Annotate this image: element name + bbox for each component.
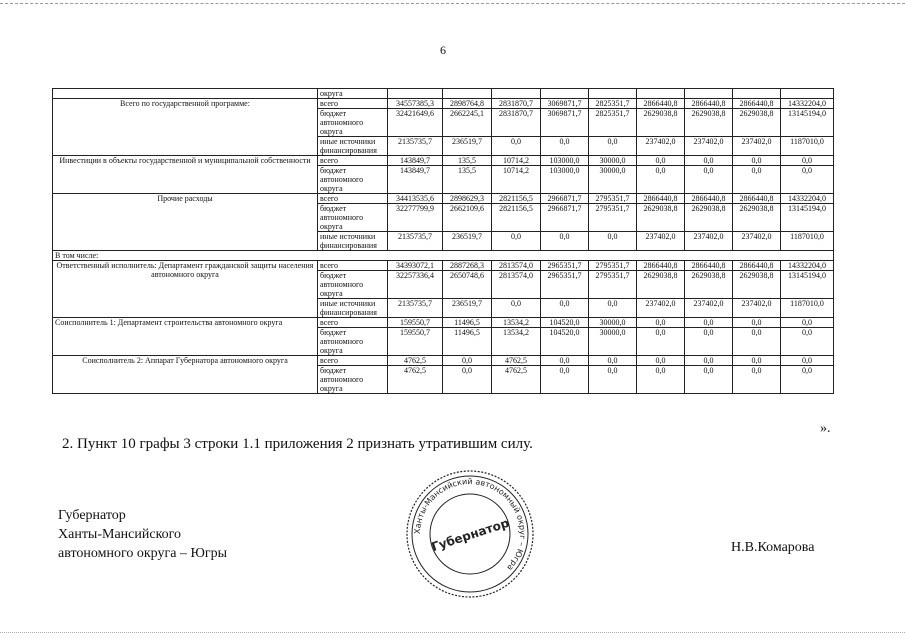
value-cell: 2821156,5 <box>492 194 541 204</box>
value-cell: 0,0 <box>492 299 541 318</box>
value-cell: 135,5 <box>443 156 492 166</box>
value-cell: 32277799,9 <box>388 204 443 232</box>
value-cell: 0,0 <box>781 328 834 356</box>
value-cell: 30000,0 <box>589 156 637 166</box>
value-cell: 237402,0 <box>685 232 733 251</box>
value-cell: 0,0 <box>685 356 733 366</box>
table-row <box>53 261 834 271</box>
value-cell: 236519,7 <box>443 299 492 318</box>
value-cell: 4762,5 <box>388 356 443 366</box>
value-cell: 0,0 <box>443 356 492 366</box>
value-cell: 0,0 <box>685 366 733 394</box>
table-row <box>53 99 834 109</box>
value-cell: 3069871,7 <box>541 99 589 109</box>
continuation-label: округа <box>318 89 388 99</box>
value-cell: 0,0 <box>492 232 541 251</box>
value-cell: 237402,0 <box>637 299 685 318</box>
row-group-label: Всего по государственной программе: <box>53 99 318 156</box>
value-cell: 2887268,3 <box>443 261 492 271</box>
value-cell: 2965351,7 <box>541 261 589 271</box>
value-cell: 2662109,6 <box>443 204 492 232</box>
value-cell: 0,0 <box>541 299 589 318</box>
value-cell: 11496,5 <box>443 318 492 328</box>
value-cell: 0,0 <box>589 366 637 394</box>
table-cell <box>589 89 637 99</box>
value-cell: 0,0 <box>637 318 685 328</box>
value-cell: 34413535,6 <box>388 194 443 204</box>
value-cell: 14332204,0 <box>781 261 834 271</box>
value-cell: 13145194,0 <box>781 204 834 232</box>
value-cell: 2662245,1 <box>443 109 492 137</box>
top-divider-line <box>0 3 905 4</box>
value-cell: 2795351,7 <box>589 194 637 204</box>
table-cell <box>443 89 492 99</box>
value-cell: 2795351,7 <box>589 261 637 271</box>
funding-source-label: всего <box>318 156 388 166</box>
value-cell: 237402,0 <box>637 137 685 156</box>
value-cell: 0,0 <box>733 318 781 328</box>
value-cell: 104520,0 <box>541 318 589 328</box>
value-cell: 2629038,8 <box>685 271 733 299</box>
value-cell: 4762,5 <box>492 366 541 394</box>
value-cell: 0,0 <box>781 356 834 366</box>
value-cell: 32421649,6 <box>388 109 443 137</box>
funding-source-label: иные источники финансирования <box>318 232 388 251</box>
value-cell: 0,0 <box>781 366 834 394</box>
table-row <box>53 89 834 99</box>
value-cell: 10714,2 <box>492 166 541 194</box>
value-cell: 2825351,7 <box>589 99 637 109</box>
table-row <box>53 194 834 204</box>
signature-title-line-1: Губернатор <box>58 508 126 523</box>
value-cell: 237402,0 <box>685 299 733 318</box>
value-cell: 135,5 <box>443 166 492 194</box>
value-cell: 2629038,8 <box>637 271 685 299</box>
value-cell: 2866440,8 <box>733 261 781 271</box>
table-row <box>53 356 834 366</box>
value-cell: 2866440,8 <box>637 194 685 204</box>
value-cell: 0,0 <box>541 232 589 251</box>
value-cell: 0,0 <box>637 366 685 394</box>
seal-graphic <box>404 468 536 600</box>
value-cell: 2965351,7 <box>541 271 589 299</box>
value-cell: 2866440,8 <box>637 99 685 109</box>
value-cell: 0,0 <box>541 137 589 156</box>
value-cell: 143849,7 <box>388 166 443 194</box>
value-cell: 2966871,7 <box>541 204 589 232</box>
funding-source-label: бюджет автономного округа <box>318 271 388 299</box>
value-cell: 4762,5 <box>388 366 443 394</box>
amendment-paragraph: 2. Пункт 10 графы 3 строки 1.1 приложения 2 признать утратившим силу. <box>62 436 533 452</box>
signature-title-line-2: Ханты-Мансийского <box>58 527 182 542</box>
value-cell: 2629038,8 <box>733 109 781 137</box>
table-cell <box>541 89 589 99</box>
value-cell: 0,0 <box>589 232 637 251</box>
value-cell: 14332204,0 <box>781 194 834 204</box>
value-cell: 2898629,3 <box>443 194 492 204</box>
value-cell: 2866440,8 <box>733 99 781 109</box>
section-label: В том числе: <box>53 251 834 261</box>
value-cell: 159550,7 <box>388 328 443 356</box>
row-group-label: Инвестиции в объекты государственной и муниципальной собственности <box>53 156 318 194</box>
value-cell: 0,0 <box>637 166 685 194</box>
value-cell: 0,0 <box>781 166 834 194</box>
value-cell: 2866440,8 <box>685 194 733 204</box>
budget-table <box>52 88 834 394</box>
value-cell: 0,0 <box>685 318 733 328</box>
value-cell: 2629038,8 <box>733 271 781 299</box>
funding-source-label: иные источники финансирования <box>318 137 388 156</box>
official-seal <box>404 468 536 600</box>
signatory-name: Н.В.Комарова <box>731 540 815 555</box>
table-cell <box>53 89 318 99</box>
value-cell: 236519,7 <box>443 137 492 156</box>
funding-source-label: всего <box>318 261 388 271</box>
row-group-label: Соисполнитель 2: Аппарат Губернатора автономного округа <box>53 356 318 394</box>
value-cell: 2629038,8 <box>685 204 733 232</box>
value-cell: 1187010,0 <box>781 299 834 318</box>
value-cell: 2966871,7 <box>541 194 589 204</box>
seal-ring-text: Ханты-Мансийский автономный округ – Югра <box>412 476 528 573</box>
value-cell: 2629038,8 <box>637 109 685 137</box>
page-number: 6 <box>440 43 446 57</box>
value-cell: 0,0 <box>589 137 637 156</box>
value-cell: 13145194,0 <box>781 109 834 137</box>
value-cell: 0,0 <box>733 156 781 166</box>
value-cell: 2629038,8 <box>637 204 685 232</box>
value-cell: 0,0 <box>541 366 589 394</box>
table-cell <box>733 89 781 99</box>
row-group-label: Прочие расходы <box>53 194 318 251</box>
value-cell: 237402,0 <box>733 137 781 156</box>
value-cell: 2825351,7 <box>589 109 637 137</box>
signature-block <box>58 506 227 563</box>
value-cell: 13145194,0 <box>781 271 834 299</box>
value-cell: 30000,0 <box>589 318 637 328</box>
value-cell: 103000,0 <box>541 156 589 166</box>
table-row <box>53 318 834 328</box>
value-cell: 237402,0 <box>733 232 781 251</box>
value-cell: 2821156,5 <box>492 204 541 232</box>
value-cell: 2795351,7 <box>589 204 637 232</box>
value-cell: 34557385,3 <box>388 99 443 109</box>
funding-source-label: всего <box>318 194 388 204</box>
value-cell: 0,0 <box>492 137 541 156</box>
value-cell: 104520,0 <box>541 328 589 356</box>
value-cell: 2866440,8 <box>733 194 781 204</box>
value-cell: 2629038,8 <box>733 204 781 232</box>
table-cell <box>781 89 834 99</box>
funding-source-label: бюджет автономного округа <box>318 109 388 137</box>
signature-title-line-3: автономного округа – Югры <box>58 546 227 561</box>
value-cell: 34393072,1 <box>388 261 443 271</box>
funding-source-label: бюджет автономного округа <box>318 328 388 356</box>
budget-table-body <box>53 89 834 394</box>
value-cell: 237402,0 <box>637 232 685 251</box>
value-cell: 0,0 <box>733 166 781 194</box>
closing-quote-mark: ». <box>820 421 831 436</box>
value-cell: 0,0 <box>589 299 637 318</box>
funding-source-label: бюджет автономного округа <box>318 204 388 232</box>
value-cell: 0,0 <box>637 156 685 166</box>
value-cell: 237402,0 <box>685 137 733 156</box>
value-cell: 0,0 <box>685 156 733 166</box>
table-row <box>53 156 834 166</box>
value-cell: 4762,5 <box>492 356 541 366</box>
funding-source-label: бюджет автономного округа <box>318 366 388 394</box>
value-cell: 2831870,7 <box>492 109 541 137</box>
value-cell: 0,0 <box>733 366 781 394</box>
value-cell: 2629038,8 <box>685 109 733 137</box>
table-cell <box>388 89 443 99</box>
value-cell: 2813574,0 <box>492 271 541 299</box>
value-cell: 0,0 <box>637 328 685 356</box>
funding-source-label: бюджет автономного округа <box>318 166 388 194</box>
value-cell: 10714,2 <box>492 156 541 166</box>
value-cell: 0,0 <box>781 156 834 166</box>
seal-center-text: Губернатор <box>429 515 511 555</box>
value-cell: 30000,0 <box>589 166 637 194</box>
row-group-label: Соисполнитель 1: Департамент строительства автономного округа <box>53 318 318 356</box>
value-cell: 0,0 <box>781 318 834 328</box>
funding-source-label: всего <box>318 99 388 109</box>
bottom-divider-line <box>0 632 905 633</box>
value-cell: 2831870,7 <box>492 99 541 109</box>
value-cell: 236519,7 <box>443 232 492 251</box>
funding-source-label: иные источники финансирования <box>318 299 388 318</box>
value-cell: 0,0 <box>637 356 685 366</box>
funding-source-label: всего <box>318 318 388 328</box>
value-cell: 2898764,8 <box>443 99 492 109</box>
section-row <box>53 251 834 261</box>
value-cell: 2795351,7 <box>589 271 637 299</box>
value-cell: 32257336,4 <box>388 271 443 299</box>
value-cell: 0,0 <box>685 166 733 194</box>
value-cell: 2866440,8 <box>685 261 733 271</box>
value-cell: 0,0 <box>541 356 589 366</box>
table-cell <box>637 89 685 99</box>
value-cell: 13534,2 <box>492 328 541 356</box>
table-cell <box>492 89 541 99</box>
funding-source-label: всего <box>318 356 388 366</box>
value-cell: 3069871,7 <box>541 109 589 137</box>
value-cell: 14332204,0 <box>781 99 834 109</box>
value-cell: 2866440,8 <box>637 261 685 271</box>
value-cell: 1187010,0 <box>781 137 834 156</box>
value-cell: 1187010,0 <box>781 232 834 251</box>
value-cell: 103000,0 <box>541 166 589 194</box>
value-cell: 30000,0 <box>589 328 637 356</box>
value-cell: 159550,7 <box>388 318 443 328</box>
value-cell: 2135735,7 <box>388 232 443 251</box>
value-cell: 0,0 <box>733 328 781 356</box>
table-cell <box>685 89 733 99</box>
row-group-label: Ответственный исполнитель: Департамент гражданской защиты населения автономного округа <box>53 261 318 318</box>
value-cell: 2813574,0 <box>492 261 541 271</box>
value-cell: 0,0 <box>733 356 781 366</box>
value-cell: 2650748,6 <box>443 271 492 299</box>
value-cell: 13534,2 <box>492 318 541 328</box>
value-cell: 143849,7 <box>388 156 443 166</box>
value-cell: 2866440,8 <box>685 99 733 109</box>
value-cell: 2135735,7 <box>388 299 443 318</box>
value-cell: 237402,0 <box>733 299 781 318</box>
value-cell: 11496,5 <box>443 328 492 356</box>
value-cell: 0,0 <box>589 356 637 366</box>
value-cell: 2135735,7 <box>388 137 443 156</box>
value-cell: 0,0 <box>685 328 733 356</box>
value-cell: 0,0 <box>443 366 492 394</box>
